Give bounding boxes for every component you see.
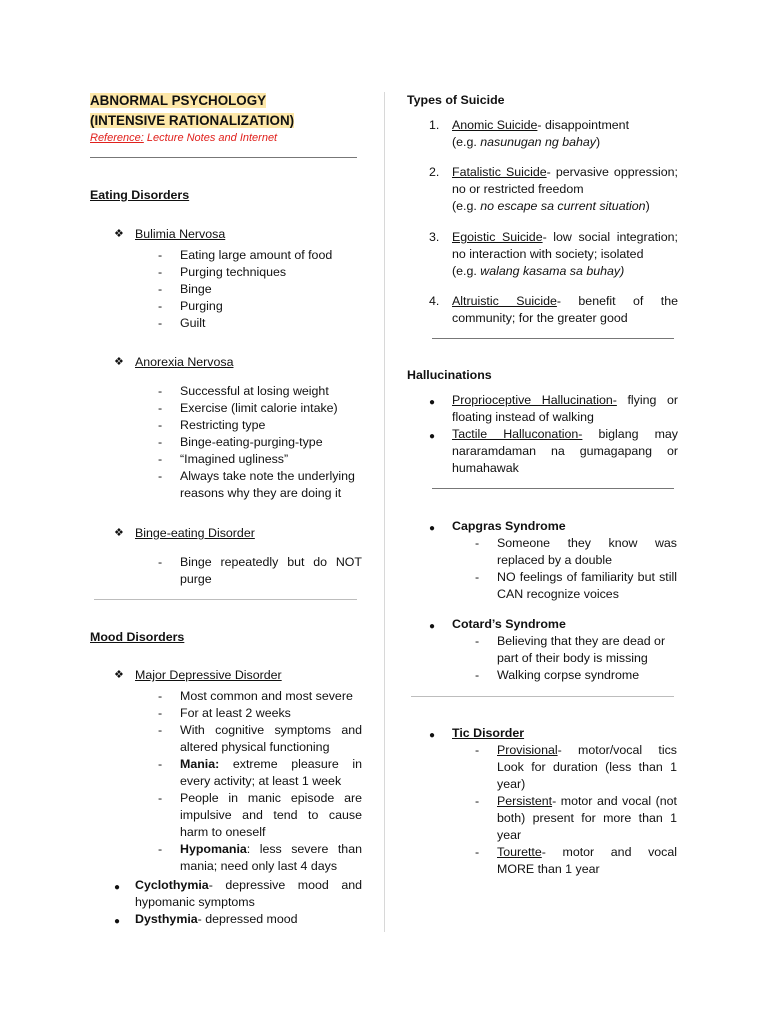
cyclothymia-item <box>135 877 362 911</box>
example-text: nasunugan ng bahay <box>480 135 597 149</box>
tic-text: - motor and vocal (not both) present for more than 1 year <box>497 794 677 842</box>
example-prefix: (e.g. <box>452 135 481 149</box>
mania-term: Mania: <box>180 757 220 771</box>
bullet-icon: ● <box>429 621 436 632</box>
capgras-list <box>475 535 677 603</box>
example-prefix: (e.g. <box>452 264 481 278</box>
list-item: - Successful at losing weight <box>158 383 362 400</box>
list-item: - Binge-eating-purging-type <box>158 434 362 451</box>
list-item: - Binge <box>158 281 362 298</box>
mdd-title: Major Depressive Disorder <box>135 668 282 682</box>
cyclothymia-text: - depressive mood and hypomanic symptoms <box>135 878 362 909</box>
eating-disorders-heading: Eating Disorders <box>90 188 190 202</box>
tic-disorder-title: Tic Disorder <box>452 726 525 740</box>
hallucination-tactile <box>452 426 678 477</box>
suicide-term: Altruistic Suicide <box>452 294 557 308</box>
tic-text: - motor/vocal tics Look for duration (less than 1 year) <box>497 743 677 791</box>
mania-text: extreme pleasure in every activity; at least 1 week <box>180 757 362 788</box>
tic-list <box>475 742 677 878</box>
list-item: - Guilt <box>158 315 362 332</box>
cyclothymia-term: Cyclothymia <box>135 878 209 892</box>
divider <box>432 338 674 339</box>
divider <box>90 157 357 158</box>
cotard-title: Cotard’s Syndrome <box>452 617 566 631</box>
diamond-bullet-icon: ❖ <box>114 527 124 539</box>
bullet-icon: ● <box>429 730 436 741</box>
list-item: - Eating large amount of food <box>158 247 362 264</box>
hypomania-text: : less severe than mania; need only last 4 days <box>180 842 362 873</box>
list-item: - Walking corpse syndrome <box>475 667 679 684</box>
diamond-bullet-icon: ❖ <box>114 669 124 681</box>
bullet-icon: ● <box>114 916 121 927</box>
list-item <box>475 742 677 793</box>
bullet-icon: ● <box>429 397 436 408</box>
reference-text: Lecture Notes and Internet <box>143 132 278 144</box>
list-item: - Binge repeatedly but do NOT purge <box>158 554 362 588</box>
list-item: - Someone they know was replaced by a double <box>475 535 677 569</box>
example-prefix: (e.g. <box>452 199 481 213</box>
list-item <box>475 844 677 878</box>
bullet-icon: ● <box>114 882 121 893</box>
suicide-desc: - pervasive oppression; no or restricted freedom <box>452 165 678 196</box>
types-of-suicide-heading: Types of Suicide <box>407 93 505 107</box>
dysthymia-item <box>135 911 362 928</box>
divider <box>432 488 674 489</box>
mood-disorders-heading: Mood Disorders <box>90 630 185 644</box>
divider <box>411 696 674 697</box>
list-number: 1. <box>429 118 440 132</box>
list-item: - For at least 2 weeks <box>158 705 362 722</box>
capgras-title: Capgras Syndrome <box>452 519 566 533</box>
list-item: - “Imagined ugliness” <box>158 451 362 468</box>
dysthymia-term: Dysthymia <box>135 912 198 926</box>
list-number: 2. <box>429 165 440 179</box>
suicide-item-fatalistic <box>452 164 678 215</box>
suicide-term: Egoistic Suicide <box>452 230 543 244</box>
list-item: - Exercise (limit calorie intake) <box>158 400 362 417</box>
tic-term: Tourette <box>497 845 542 859</box>
bullet-icon: ● <box>429 523 436 534</box>
anorexia-title: Anorexia Nervosa <box>135 355 234 369</box>
example-text: no escape sa current situation <box>480 199 646 213</box>
tic-term: Persistent <box>497 794 553 808</box>
tic-term: Provisional <box>497 743 558 757</box>
hallucination-term: Tactile Halluconation- <box>452 427 583 441</box>
list-item: - With cognitive symptoms and altered physical functioning <box>158 722 362 756</box>
suicide-term: Anomic Suicide <box>452 118 538 132</box>
list-item: - Restricting type <box>158 417 362 434</box>
reference-label: Reference: <box>90 132 144 144</box>
list-item: - Purging techniques <box>158 264 362 281</box>
list-item <box>475 793 677 844</box>
column-divider <box>384 92 385 932</box>
bulimia-list <box>158 247 362 332</box>
list-item: - Believing that they are dead or part of their body is missing <box>475 633 679 667</box>
anorexia-list <box>158 383 362 502</box>
list-number: 3. <box>429 230 440 244</box>
dysthymia-text: - depressed mood <box>197 912 298 926</box>
title-line-1: ABNORMAL PSYCHOLOGY <box>90 93 267 108</box>
list-item <box>158 841 362 875</box>
binge-eating-title: Binge-eating Disorder <box>135 526 255 540</box>
suicide-term: Fatalistic Suicide <box>452 165 547 179</box>
example-suffix: ) <box>596 135 601 149</box>
bullet-icon: ● <box>429 431 436 442</box>
suicide-desc: - benefit of the community; for the greater good <box>452 294 678 325</box>
cotard-list <box>475 633 679 684</box>
list-item: - NO feelings of familiarity but still CAN recognize voices <box>475 569 677 603</box>
mdd-list <box>158 688 362 875</box>
suicide-item-anomic <box>452 117 678 151</box>
hypomania-term: Hypomania <box>180 842 247 856</box>
suicide-desc: - disappointment <box>537 118 630 132</box>
list-item: - People in manic episode are impulsive and tend to cause harm to oneself <box>158 790 362 841</box>
title-line-2: (INTENSIVE RATIONALIZATION) <box>90 113 295 128</box>
list-item: - Purging <box>158 298 362 315</box>
hallucination-desc: biglang may nararamdaman na gumagapang or humahawak <box>452 427 678 475</box>
hallucination-term: Proprioceptive Hallucination- <box>452 393 617 407</box>
hallucinations-heading: Hallucinations <box>407 368 492 382</box>
suicide-item-egoistic <box>452 229 678 280</box>
hallucination-desc: flying or floating instead of walking <box>452 393 679 424</box>
example-suffix: ) <box>645 199 650 213</box>
binge-eating-list <box>158 554 362 588</box>
suicide-item-altruistic <box>452 293 678 327</box>
diamond-bullet-icon: ❖ <box>114 356 124 368</box>
list-item <box>158 756 362 790</box>
hallucination-proprioceptive <box>452 392 678 426</box>
list-item: - Most common and most severe <box>158 688 362 705</box>
list-number: 4. <box>429 294 440 308</box>
bulimia-title: Bulimia Nervosa <box>135 227 226 241</box>
tic-text: - motor and vocal MORE than 1 year <box>497 845 677 876</box>
list-item: - Always take note the underlying reasons why they are doing it <box>158 468 362 502</box>
document-title <box>90 91 294 131</box>
suicide-desc: - low social integration; no interaction with society; isolated <box>452 230 678 261</box>
diamond-bullet-icon: ❖ <box>114 228 124 240</box>
example-text: walang kasama sa buhay) <box>480 264 625 278</box>
reference-line <box>90 131 277 146</box>
divider <box>94 599 357 600</box>
